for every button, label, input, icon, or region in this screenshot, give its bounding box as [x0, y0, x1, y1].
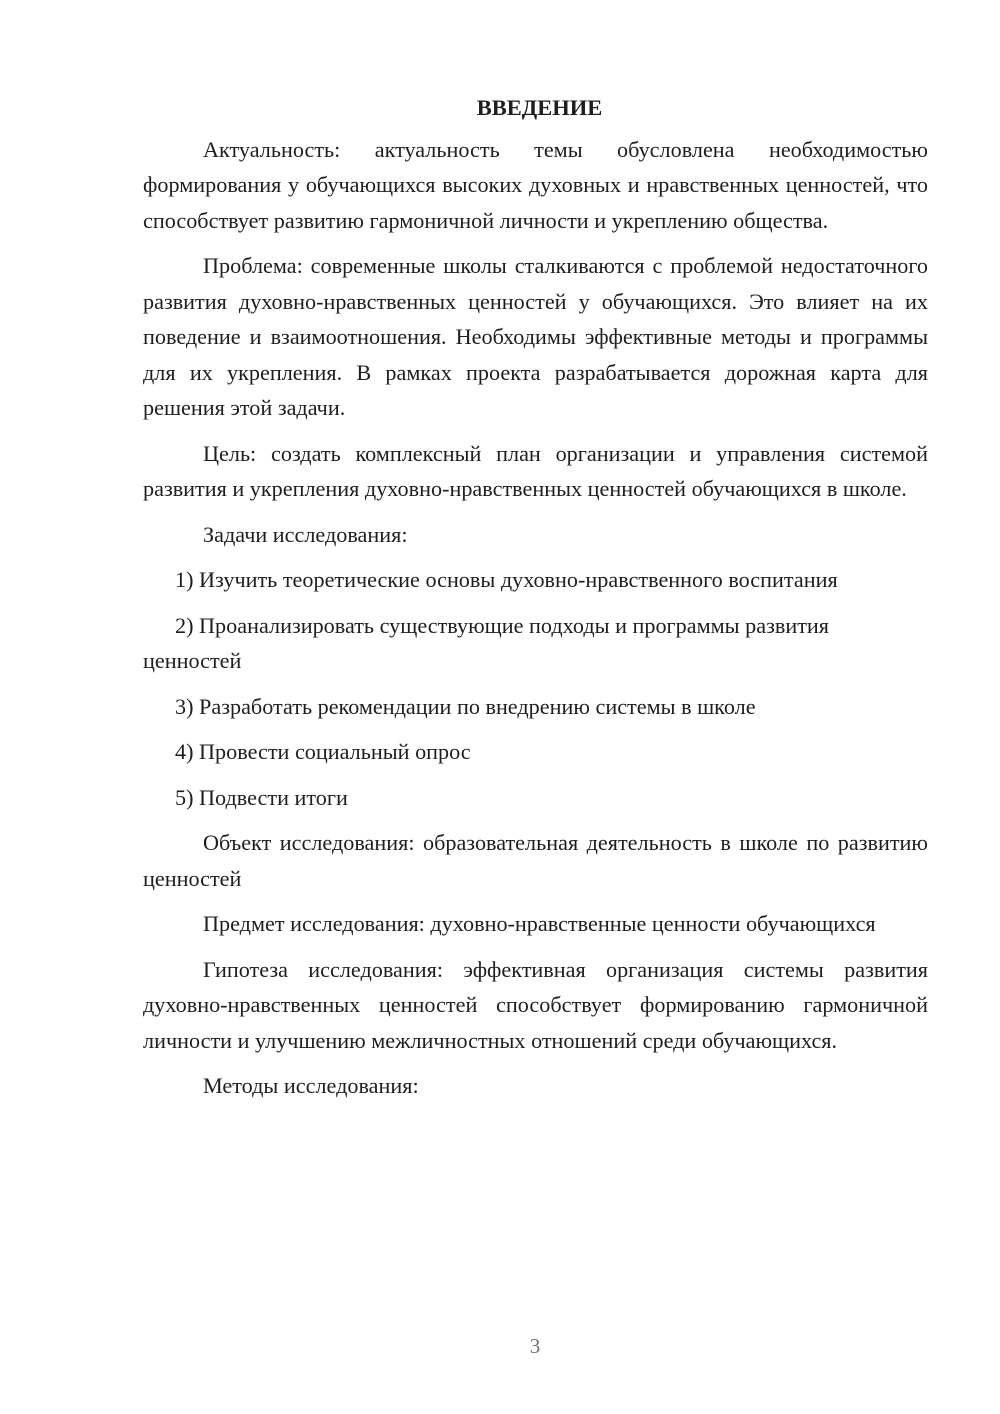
task-item: 1) Изучить теоретические основы духовно-нравственного воспитания: [175, 567, 838, 592]
page-content: [143, 90, 928, 1114]
subject-paragraph: Предмет исследования: духовно-нравственные ценности обучающихся: [203, 911, 876, 936]
relevance-paragraph: Актуальность: актуальность темы обусловлена необходимостью формирования у обучающихся высоких духовных и нравственных ценностей, что способствует развитию гармоничной личности и укреплению общества.: [143, 136, 928, 233]
section-title: ВВЕДЕНИЕ: [476, 95, 603, 120]
object-paragraph: Объект исследования: образовательная деятельность в школе по развитию ценностей: [143, 830, 928, 891]
hypothesis-paragraph: Гипотеза исследования: эффективная организация системы развития духовно-нравственных ценностей способствует формированию гармоничной личности и улучшению межличностных отношений среди обучающихся.: [143, 956, 928, 1053]
goal-paragraph: Цель: создать комплексный план организации и управления системой развития и укрепления духовно-нравственных ценностей обучающихся в школе.: [143, 440, 928, 501]
page-number: 3: [529, 1334, 541, 1358]
methods-heading: Методы исследования:: [203, 1073, 419, 1098]
task-item: 3) Разработать рекомендации по внедрению системы в школе: [175, 693, 756, 719]
task-item: 5) Подвести итоги: [175, 784, 348, 810]
problem-paragraph: Проблема: современные школы сталкиваются с проблемой недостаточного развития духовно-нравственных ценностей у обучающихся. Это влияет на их поведение и взаимоотношения. Необходимы эффективные методы и программы для их укрепления. В рамках проекта разрабатывается дорожная карта для решения этой задачи.: [143, 253, 928, 420]
task-item: 2) Проанализировать существующие подходы и программы развития ценностей: [143, 612, 829, 673]
tasks-heading: Задачи исследования:: [203, 521, 408, 547]
task-item: 4) Провести социальный опрос: [175, 739, 471, 764]
